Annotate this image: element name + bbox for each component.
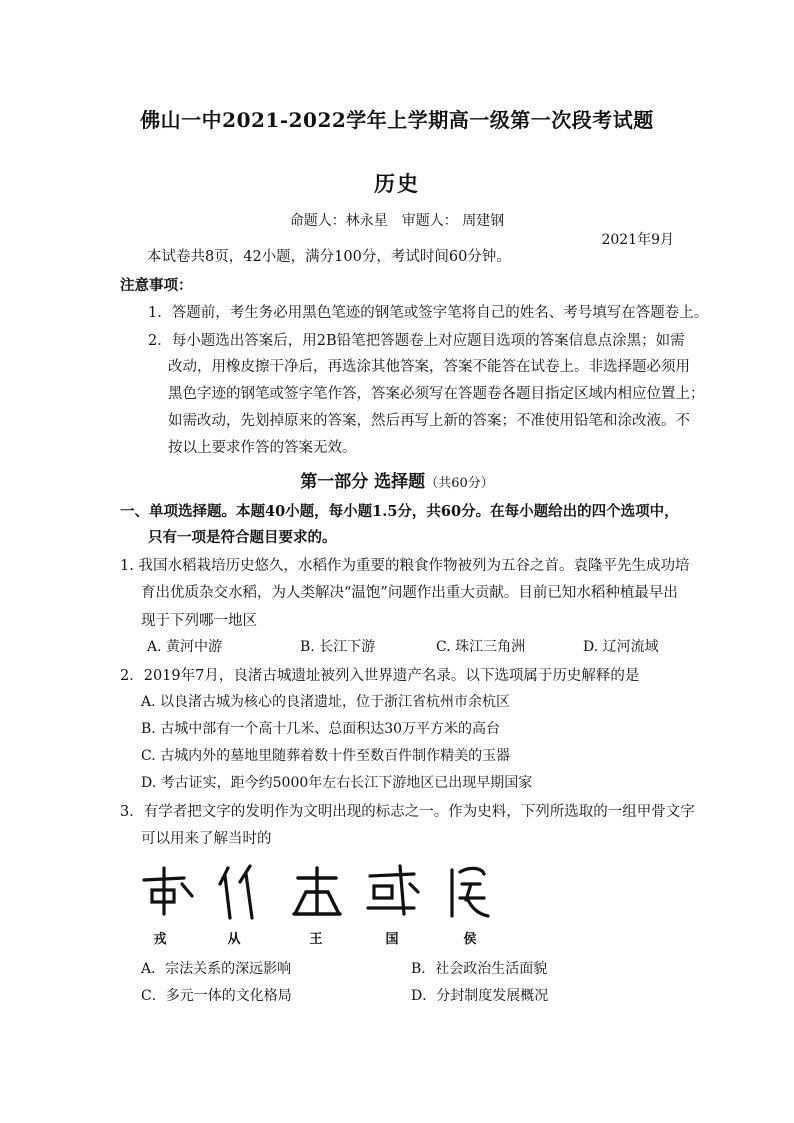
intro-text: 本试卷共8页，42小题，满分100分，考试时间60分钟。 [147, 249, 511, 265]
note-2-line-1: 2．每小题选出答案后，用2B铅笔把答题卷上对应题目选项的答案信息点涂黑；如需 [148, 333, 685, 349]
note-2-line-2: 改动，用橡皮擦干净后，再选涂其他答案，答案不能答在试卷上。非选择题必须用 [168, 359, 690, 375]
part-instructions-line-1: 一、单项选择题。本题40小题，每小题1.5分，共60分。在每小题给出的四个选项中， [120, 503, 679, 520]
q2-stem: 2．2019年7月，良渚古城遗址被列入世界遗产名录。以下选项属于历史解释的是 [120, 668, 640, 684]
q2-option-c: C. 古城内外的墓地里随葬着数十件至数百件制作精美的玉器 [141, 748, 511, 764]
q3-option-d: D．分封制度发展概况 [411, 988, 549, 1004]
note-2-line-4: 如需改动，先划掉原来的答案，然后再写上新的答案；不准使用铅笔和涂改液。不 [168, 413, 690, 429]
glyph-caption-1: 戎 [153, 932, 167, 947]
q2-option-b: B. 古城中部有一个高十几米、总面积达30万平方米的高台 [141, 721, 501, 737]
oracle-glyph-wang [288, 862, 348, 922]
q3-stem-line-2: 可以用来了解当时的 [141, 831, 272, 847]
q3-stem-line-1: 3．有学者把文字的发明作为文明出现的标志之一。作为史料，下列所选取的一组甲骨文字 [120, 804, 695, 820]
oracle-bone-glyph-figure [138, 862, 498, 952]
note-2-line-5: 按以上要求作答的答案无效。 [168, 440, 357, 456]
part-instructions-line-2: 只有一项是符合题目要求的。 [148, 529, 337, 546]
setter: 命题人：林永星 [289, 213, 388, 229]
q1-stem-line-1: 1. 我国水稻栽培历史悠久，水稻作为重要的粮食作物被列为五谷之首。袁隆平先生成功培 [120, 558, 690, 574]
q1-option-d: D. 辽河流域 [583, 639, 659, 655]
notes-heading: 注意事项： [120, 277, 193, 294]
glyph-caption-3: 王 [309, 932, 323, 947]
section-heading [0, 467, 794, 492]
glyph-caption-5: 侯 [463, 932, 477, 947]
glyph-caption-4: 国 [385, 932, 399, 947]
q3-option-b: B．社会政治生活面貌 [411, 961, 548, 977]
note-2-line-3: 黑色字迹的钢笔或签字笔作答，答案必须写在答题卷各题目指定区域内相应位置上； [168, 386, 705, 402]
q1-option-a: A. 黄河中游 [147, 639, 223, 655]
q1-option-b: B. 长江下游 [300, 639, 376, 655]
exam-title: 佛山一中2021-2022学年上学期高一级第一次段考试题 [140, 108, 654, 132]
oracle-glyph-cong [210, 862, 270, 922]
q3-option-a: A．宗法关系的深远影响 [141, 961, 292, 977]
q2-option-a: A. 以良渚古城为核心的良渚遗址，位于浙江省杭州市余杭区 [141, 694, 511, 710]
authors-line [0, 210, 794, 230]
glyph-caption-2: 从 [227, 932, 241, 947]
note-1: 1．答题前，考生务必用黑色笔迹的钢笔或签字笔将自己的姓名、考号填写在答题卷上。 [148, 305, 709, 321]
q1-stem-line-2: 育出优质杂交水稻，为人类解决“温饱”问题作出重大贡献。目前已知水稻种植最早出 [141, 585, 678, 601]
oracle-glyph-rong [138, 862, 198, 922]
oracle-glyph-hou [438, 862, 498, 922]
section-score: （共60分） [425, 476, 494, 491]
q1-stem-line-3: 现于下列哪一地区 [141, 613, 257, 629]
q1-option-c: C. 珠江三角洲 [436, 639, 526, 655]
exam-date: 2021年9月 [601, 232, 674, 248]
q2-option-d: D. 考古证实，距今约5000年左右长江下游地区已出现早期国家 [141, 775, 533, 791]
section-title: 第一部分 选择题 [300, 472, 426, 492]
oracle-glyph-guo [364, 862, 424, 922]
q3-option-c: C．多元一体的文化格局 [141, 988, 292, 1004]
subject-title: 历史 [374, 171, 420, 196]
reviewer: 审题人： 周建钢 [401, 213, 505, 229]
